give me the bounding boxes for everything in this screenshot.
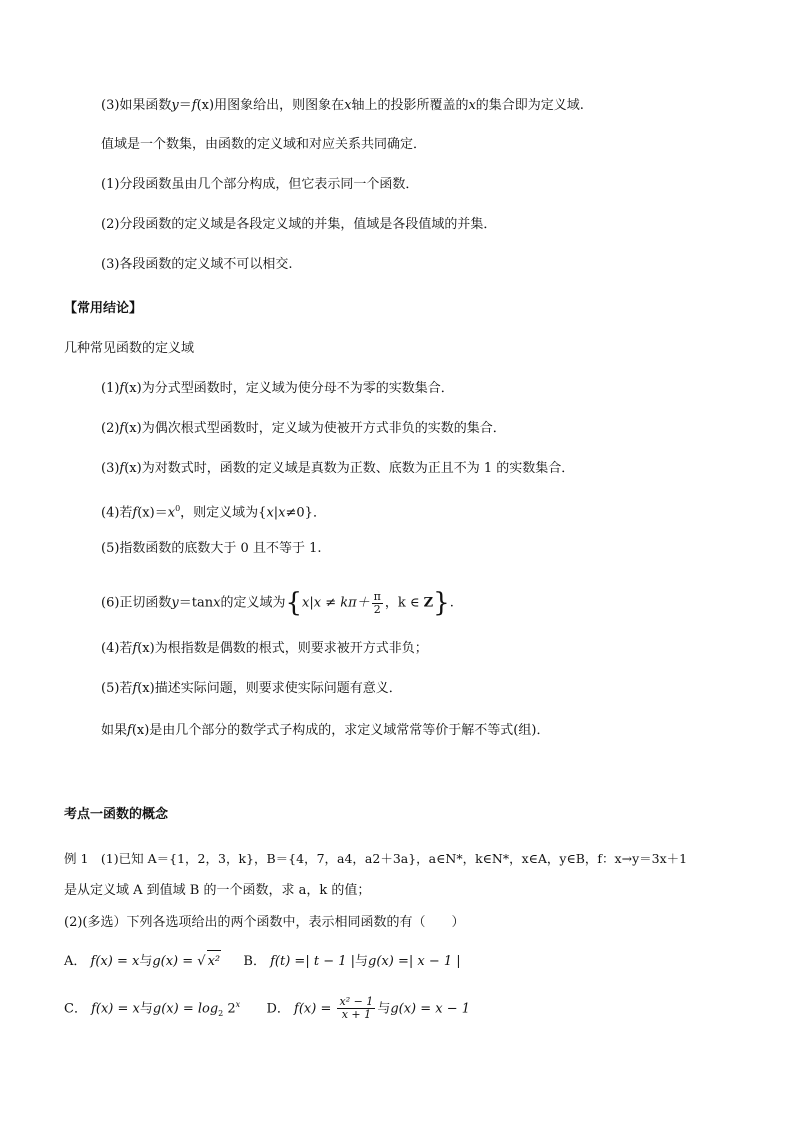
- log-base: 2: [218, 1008, 224, 1018]
- var-y: y: [171, 595, 179, 611]
- text: (x)为对数式时，函数的定义域是真数为正数、底数为正且不为 1 的实数集合．: [124, 461, 575, 476]
- sqrt-symbol: √: [197, 954, 206, 969]
- text: 与: [377, 1001, 391, 1017]
- integers-symbol: Z: [423, 595, 434, 611]
- var-f: f: [132, 505, 138, 521]
- var-x: x: [278, 505, 286, 521]
- text: (x)＝: [137, 505, 168, 521]
- option-c-f: f(x) = x: [91, 1001, 140, 1017]
- var-x: x: [213, 595, 221, 611]
- fraction-numerator: π: [373, 589, 381, 603]
- option-b-g: g(x) =| x − 1 |: [368, 954, 461, 969]
- text: (3)如果函数: [101, 98, 172, 113]
- var-x: x: [468, 98, 476, 113]
- text: (4)若: [101, 505, 133, 521]
- text: 与: [139, 954, 153, 969]
- radicand: x²: [207, 950, 222, 973]
- text: (x)是由几个部分的数学式子构成的，求定义域常常等价于解不等式(组)．: [131, 723, 550, 738]
- text: (x)为分式型函数时，定义域为使分母不为零的实数集合．: [124, 381, 454, 396]
- conclusion-item-8: [101, 680, 402, 698]
- text: (3): [101, 461, 120, 476]
- text: ，则定义域为{: [180, 505, 267, 521]
- intro-paragraph-1: [101, 97, 584, 115]
- option-d-label: D．: [266, 1001, 290, 1017]
- text: (4)若: [101, 641, 133, 656]
- text: ＝: [178, 98, 192, 113]
- text: 的定义域为: [220, 595, 286, 611]
- text: 的集合即为定义域.: [475, 98, 584, 113]
- option-row-ab: [64, 950, 461, 973]
- text: (x)描述实际问题，则要求使实际问题有意义．: [137, 681, 402, 696]
- var-f: f: [127, 723, 132, 738]
- option-c-label: C．: [64, 1001, 87, 1017]
- text: 与: [355, 954, 369, 969]
- option-a-g: g(x) =: [152, 954, 198, 969]
- var-x: x: [167, 505, 176, 521]
- option-d-fraction: [337, 996, 375, 1021]
- intro-paragraph-4: (2)分段函数的定义域是各段定义域的并集，值域是各段值域的并集．: [101, 217, 497, 232]
- text: 如果: [101, 723, 128, 738]
- var-x: x: [266, 505, 274, 521]
- option-b-label: B．: [243, 954, 266, 969]
- conclusion-item-5: (5)指数函数的底数大于 0 且不等于 1.: [101, 541, 322, 556]
- conclusion-item-4: [101, 500, 326, 522]
- text: (6)正切函数: [101, 595, 172, 611]
- intro-paragraph-2: 值域是一个数集，由函数的定义域和对应关系共同确定．: [101, 137, 427, 152]
- option-row-cd: [64, 990, 470, 1029]
- var-y: y: [171, 98, 179, 113]
- set-expression: x|x ≠ kπ＋: [302, 595, 370, 611]
- fraction-numerator: x² − 1: [339, 995, 374, 1009]
- var-f: f: [119, 461, 125, 476]
- option-d-g: g(x) = x − 1: [390, 1001, 471, 1017]
- example-line-2: 是从定义域 A 到值域 B 的一个函数，求 a，k 的值；: [64, 883, 371, 898]
- text: (1): [101, 381, 120, 396]
- conclusion-item-1: [101, 380, 454, 398]
- pi-over-two-fraction: [372, 591, 383, 616]
- option-a-f: f(x) = x: [90, 954, 140, 969]
- text: (x)为根指数是偶数的根式，则要求被开方式非负；: [137, 641, 428, 656]
- exponent: 0: [175, 504, 181, 513]
- left-brace: {: [285, 588, 303, 618]
- fraction-denominator: x + 1: [341, 1008, 372, 1022]
- var-f: f: [119, 421, 125, 436]
- conclusion-item-2: [101, 420, 506, 438]
- text: .: [449, 595, 454, 611]
- section-heading: 考点一函数的概念: [64, 807, 169, 822]
- text: ＝tan: [178, 595, 214, 611]
- intro-paragraph-5: (3)各段函数的定义域不可以相交.: [101, 257, 293, 272]
- conclusion-item-7: [101, 640, 428, 658]
- text: ≠0}．: [285, 505, 326, 521]
- conclusion-subheading: 几种常见函数的定义域: [64, 341, 195, 356]
- var-x: x: [344, 98, 352, 113]
- example-line-3: (2)(多选）下列各选项给出的两个函数中，表示相同函数的有（ ）: [64, 915, 465, 930]
- text: (2): [101, 421, 120, 436]
- var-f: f: [132, 681, 138, 696]
- var-f: f: [191, 98, 197, 113]
- text: ，k ∈: [384, 595, 424, 611]
- option-c-g: g(x) = log: [152, 1001, 219, 1017]
- example-line-1: 例 1 (1)已知 A＝{1，2，3，k}，B＝{4，7，a4，a2＋3a}，a∈N*，k∈N*，x∈A，y∈B，f：x→y＝3x＋1: [64, 851, 688, 866]
- text: (5)若: [101, 681, 133, 696]
- option-b-f: f(t) =| t − 1 |: [270, 954, 356, 969]
- right-brace: }: [433, 588, 450, 618]
- conclusion-item-3: [101, 460, 574, 478]
- text: |: [273, 505, 279, 521]
- text: 轴上的投影所覆盖的: [351, 98, 469, 113]
- conclusion-heading: 【常用结论】: [64, 301, 143, 316]
- option-d-f: f(x) =: [294, 1001, 336, 1017]
- text: 与: [139, 1001, 153, 1017]
- option-a-label: A．: [64, 954, 87, 969]
- var-f: f: [119, 381, 125, 396]
- conclusion-item-6: [101, 588, 454, 619]
- log-argument: 2: [223, 1001, 236, 1017]
- conclusion-item-9: [101, 722, 549, 740]
- exponent: x: [235, 1000, 241, 1009]
- text: (x)用图象给出，则图象在: [196, 98, 345, 113]
- fraction-denominator: 2: [373, 602, 381, 616]
- var-f: f: [132, 641, 138, 656]
- text: (x)为偶次根式型函数时，定义域为使被开方式非负的实数的集合．: [124, 421, 506, 436]
- intro-paragraph-3: (1)分段函数虽由几个部分构成，但它表示同一个函数．: [101, 177, 419, 192]
